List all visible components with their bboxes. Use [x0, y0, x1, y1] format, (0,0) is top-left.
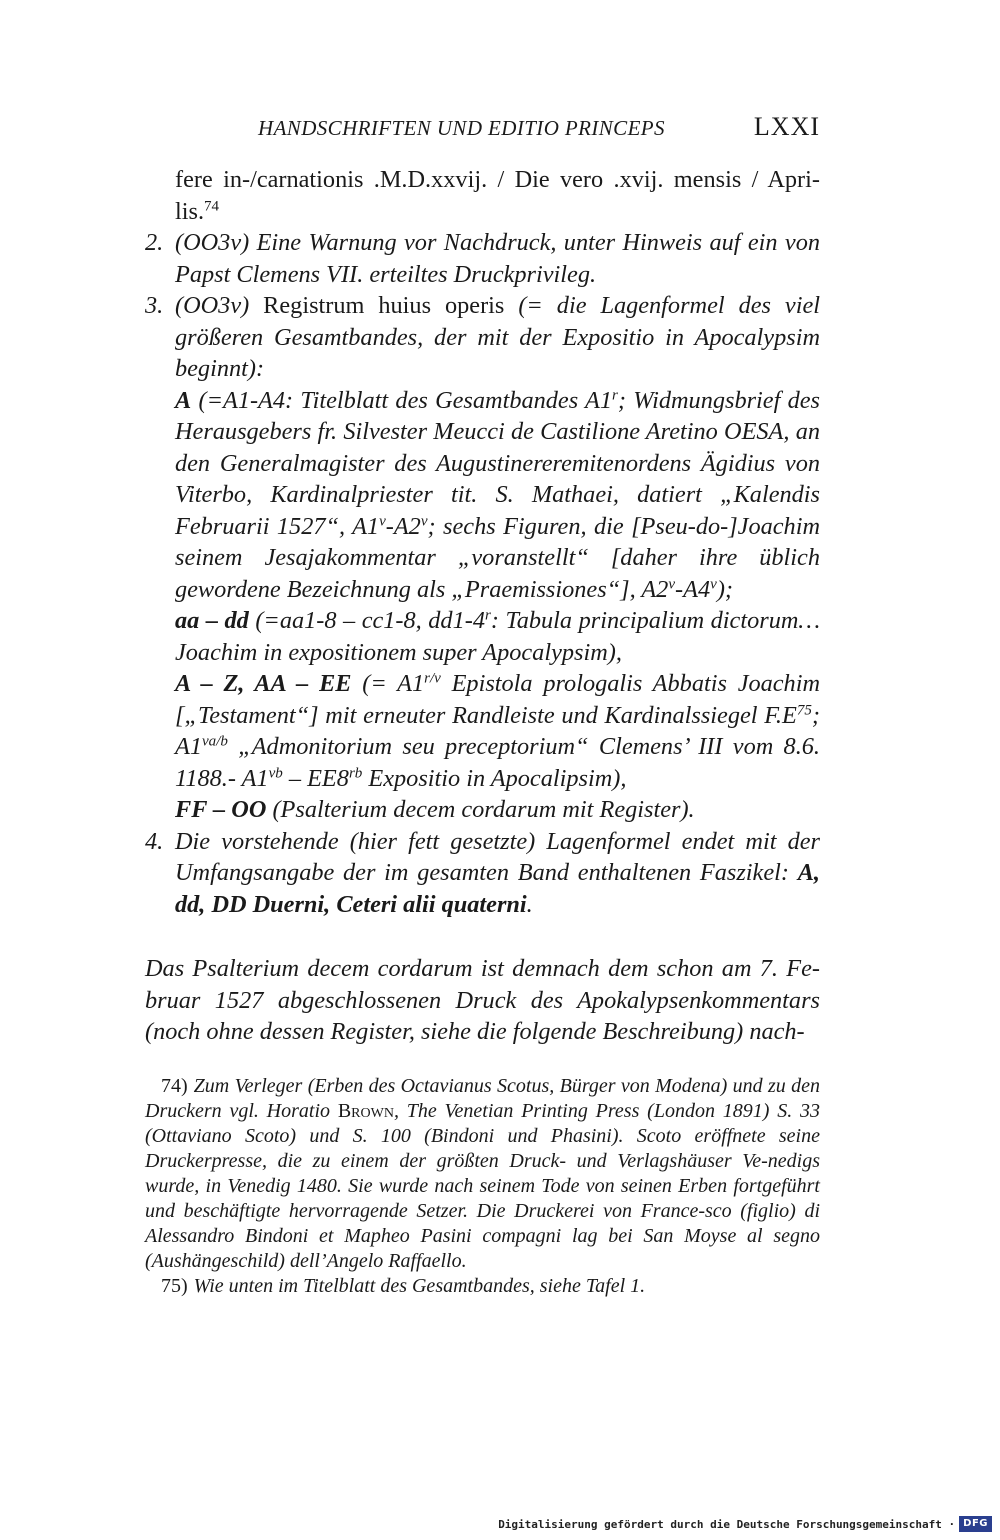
running-head — [258, 112, 820, 144]
list-number: 4. — [145, 827, 164, 855]
running-head-title: HANDSCHRIFTEN UND EDITIO PRINCEPS — [258, 116, 665, 140]
footnote-ref-75[interactable]: 75 — [796, 702, 812, 719]
list-number: 3. — [145, 292, 164, 319]
main-text — [145, 164, 820, 1048]
dfg-credit-text: Digitalisierung gefördert durch die Deutsche Forschungsgemeinschaft · — [498, 1517, 956, 1531]
footnote-number: 74) — [161, 1075, 188, 1097]
continuation-line: fere in-/carnationis .M.D.xxvij. / Die vero .xvij. mensis / Apri-lis.$^{74}$ — [175, 166, 820, 225]
dfg-credit — [498, 1514, 992, 1534]
list-item-3: 3. (OO3v) Registrum huius operis (= die Lagenformel des viel größeren Gesamtbandes, der mit der Expositio in Apocalypsim beginnt): — [145, 292, 820, 382]
list-item-4: 4. Die vorstehende (hier fett gesetzte) Lagenformel endet mit der Umfangsangabe der im gesamten Band enthaltenen Faszikel: A, dd, DD Duerni, Ceteri alii quaterni. — [145, 827, 820, 918]
dfg-logo-icon: DFG — [959, 1516, 992, 1532]
collation-a: A (=A1-A4: Titelblatt des Gesamtbandes A1$^r$; Widmungsbrief des Herausgebers fr. Silvester Meucci de Castilione Aretino OESA, an den Generalmagister des Augustinereremitenordens Ägidius von Viterbo, Kardinalpriester tit. S. Mathaei, datiert „Kalendis Februarii 1527“, A1$^v$-A2$^v$; sechs Figuren, die [Pseu-do-]Joachim seinem Jesajakommentar „voranstellt“ [daher ihre üblich gewordene Bezeichnung als „Praemissiones“], A2$^v$-A4$^v$); aa – dd (=aa1-8 – cc1-8, dd1-4$^r$: Tabula principalium dictorum… Joachim in expositionem super Apocalypsim), — [175, 386, 820, 666]
collation-a-ee: A – Z, AA – EE (= $A1^{r/v}$ Epistola prologalis Abbatis Joachim [„Testament“] mit erneuter Randleiste und Kardinalssiegel $F.E^{75}$; $A1^{va/b}$ „Admonitorium seu preceptorium“ Clemens’ III vom 8.6. 1188.- $A1^{vb} - EE8^{rb}$ Expositio in Apocalipsim), — [175, 670, 820, 792]
page-number: LXXI — [753, 112, 820, 141]
footnote-ref-74[interactable]: 74 — [204, 198, 220, 215]
body-paragraph: Das Psalterium decem cordarum ist demnach dem schon am 7. Fe-bruar 1527 abgeschlossenen Druck des Apokalypsenkommentars (noch ohne dessen Register, siehe die folgende Beschreibung) nach- — [145, 955, 820, 1045]
list-item-2: 2. (OO3v) Eine Warnung vor Nachdruck, unter Hinweis auf ein von Papst Clemens VII. erteiltes Druckprivileg. — [145, 229, 820, 288]
footnote-number: 75) — [161, 1275, 188, 1297]
list-number: 2. — [145, 229, 164, 256]
footnotes — [145, 1074, 820, 1299]
footnote-75: 75) Wie unten im Titelblatt des Gesamtbandes, siehe Tafel 1. — [161, 1275, 646, 1297]
collation-ff-oo: FF – OO (Psalterium decem cordarum mit Register). — [175, 796, 695, 823]
footnote-74: 74) Zum Verleger (Erben des Octavianus Scotus, Bürger von Modena) und zu den Druckern vgl. Horatio Brown, The Venetian Printing Press (London 1891) S. 33 (Ottaviano Scoto) und S. 100 (Bindoni und Phasini). Scoto eröffnete seine Druckerpresse, die zu einem der größten Druck- und Verlagshäuser Ve-nedigs wurde, in Venedig 1480. Sie wurde nach seinem Tode von seinen Erben fortgeführt und beschäftigte hervorragende Setzer. Die Druckerei von France-sco (figlio) di Alessandro Bindoni et Mapheo Pasini compagni lag bei San Moyse al segno (Aushängeschild) dell’Angelo Raffaello. — [145, 1075, 820, 1272]
